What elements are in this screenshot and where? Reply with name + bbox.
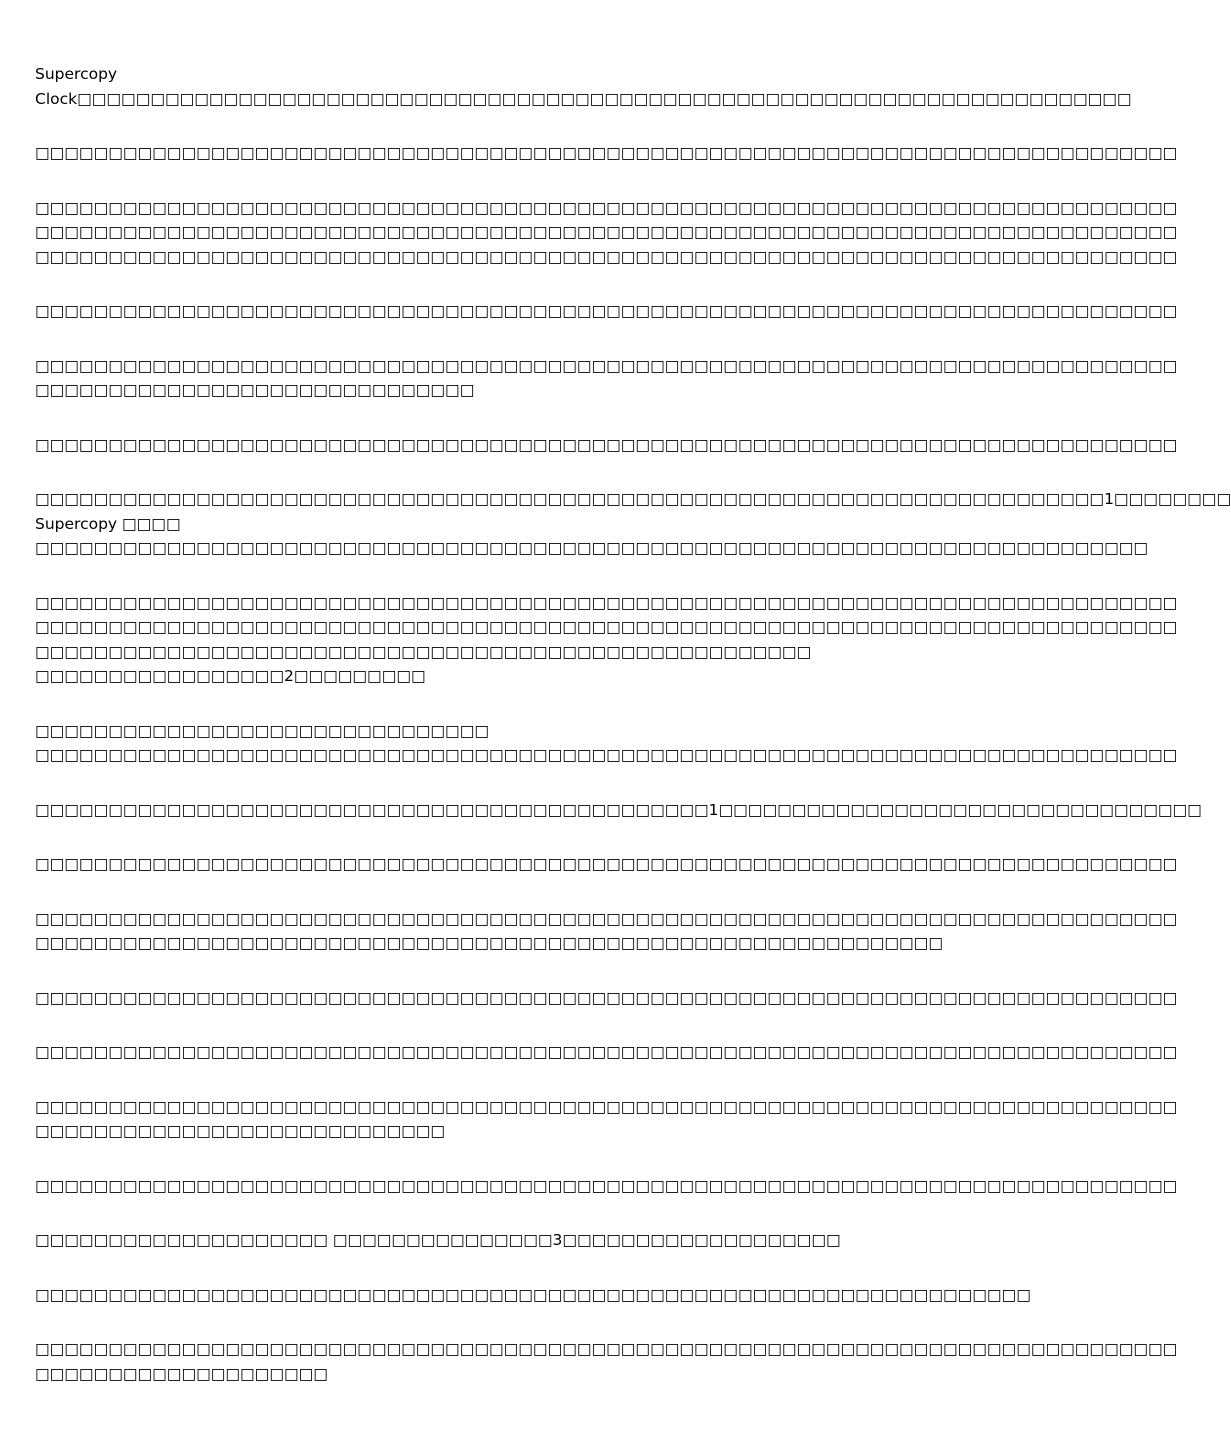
paragraph [35, 196, 1178, 270]
text-line: □□□□□□□□□□□□□□□□□□□□□□□□□□□□□□□□□□□□□□□□□□□□□□□□□□□□□□□□□□□□□□□□□□□□□□□□□□□□□□ [35, 198, 1178, 217]
text-line: □□□□□□□□□□□□□□□□□□□□□□□□□□□□□□□□□□□□□□□□□□□□□□□□□□□□□□□□□□□□□□□□□□□□□□□□□□□□□□ [35, 223, 1178, 241]
text-line: □□□□□□□□□□□□□□□□□□□□□□□□□□□□□□□□□□□□□□□□□□□□□□□□□□□□□□□□□□□□□□□□□□□□□□□□□□□□□□ [35, 746, 1178, 764]
text-line: □□□□□□□□□□□□□□□□□□□□□□□□□□□□□□□□□□□□□□□□□□□□□□□□□□□□□□□□□□□□□□□□□□□□□□□□□1□□□□□□□□ [35, 490, 1231, 508]
text-line: □□□□□□□□□□□□□□□□□□□□□□□□□□□□□□□□□□□□□□□□□□□□□□□□□□□□□□□□□□□□□□□□□□□□□□□□□□□□□□ [35, 909, 1178, 928]
paragraph [35, 1283, 1031, 1308]
text-line: □□□□□□□□□□□□□□□□□□□□□□□□□□□□□□□□□□□□□□□□□□□□□□□□□□□□□□□□□□□□□□□□□□□□□□□□□□□□□□ [35, 1176, 1178, 1195]
text-line: □□□□□□□□□□□□□□□□□□□□□□□□□□□□□□ [35, 381, 475, 399]
text-line: □□□□□□□□□□□□□□□□□□□□□□□□□□□□□□□□□□□□□□□□□□□□□□□□□□□□□□□□□□□□□□□□□□□□□□□□□□□□□□ [35, 1043, 1178, 1061]
paragraph [35, 433, 1178, 458]
text-line: □□□□□□□□□□□□□□□□□□□□ [35, 1364, 328, 1383]
text-line: Supercopy □□□□ [35, 514, 181, 533]
paragraph [35, 1040, 1178, 1065]
paragraph [35, 591, 1178, 689]
text-line: □□□□□□□□□□□□□□□□□□□□□□□□□□□□□□□□□□□□□□□□□□□□□□□□□□□□□□□□□□□□□□□□□□□□ [35, 1285, 1031, 1304]
paragraph [35, 1228, 990, 1253]
text-line: □□□□□□□□□□□□□□□□□□□□□□□□□□□□□□□ [35, 721, 489, 740]
text-line: □□□□□□□□□□□□□□□□□□□□□□□□□□□□□□□□□□□□□□□□□□□□□□□□□□□□□ [35, 642, 812, 661]
text-line: □□□□□□□□□□□□□□□□□2□□□□□□□□□ [35, 667, 426, 685]
text-line: □□□□□□□□□□□□□□□□□□□□□□□□□□□□□□□□□□□□□□□□□□□□□□□□□□□□□□□□□□□□□□□□□□□□□□□□□□□□□□ [35, 1340, 1178, 1358]
paragraph [35, 719, 1178, 768]
paragraph [35, 986, 1178, 1011]
paragraph [35, 852, 1178, 877]
text-line: □□□□□□□□□□□□□□□□□□□□□□□□□□□□□□□□□□□□□□□□□□□□□□1□□□□□□□□□□□□□□□□□□□□□□□□□□□□□□□□□ [35, 800, 1202, 819]
paragraph [35, 1095, 1178, 1144]
document-body [35, 62, 1231, 1416]
paragraph [35, 354, 1178, 403]
text-line: □□□□□□□□□□□□□□□□□□□□□□□□□□□□□□□□□□□□□□□□□□□□□□□□□□□□□□□□□□□□□□□□□□□□□□□□□□□□□□ [35, 1097, 1178, 1116]
text-line: □□□□□□□□□□□□□□□□□□□□□□□□□□□□□□□□□□□□□□□□□□□□□□□□□□□□□□□□□□□□□□□□□□□□□□□□□□□□□□ [35, 593, 1178, 612]
text-line: □□□□□□□□□□□□□□□□□□□□□□□□□□□□□□□□□□□□□□□□□□□□□□□□□□□□□□□□□□□□□□□□□□□□□□□□□□□□□□ [35, 356, 1178, 375]
paragraph [35, 907, 1178, 956]
text-line: Clock□□□□□□□□□□□□□□□□□□□□□□□□□□□□□□□□□□□□□□□□□□□□□□□□□□□□□□□□□□□□□□□□□□□□□□□□ [35, 89, 1132, 108]
text-line: □□□□□□□□□□□□□□□□□□□□ □□□□□□□□□□□□□□□3□□□□□□□□□□□□□□□□□□□ [35, 1231, 841, 1249]
text-line: □□□□□□□□□□□□□□□□□□□□□□□□□□□□ [35, 1122, 446, 1140]
paragraph [35, 62, 1132, 111]
text-line: □□□□□□□□□□□□□□□□□□□□□□□□□□□□□□□□□□□□□□□□□□□□□□□□□□□□□□□□□□□□□□□□□□□□□□□□□□□□□□ [35, 247, 1178, 266]
text-line: □□□□□□□□□□□□□□□□□□□□□□□□□□□□□□□□□□□□□□□□□□□□□□□□□□□□□□□□□□□□□□□□□□□□□□□□□□□□□□ [35, 618, 1178, 636]
text-line: □□□□□□□□□□□□□□□□□□□□□□□□□□□□□□□□□□□□□□□□□□□□□□□□□□□□□□□□□□□□□□□□□□□□□□□□□□□□□□ [35, 855, 1178, 873]
paragraph [35, 1174, 1178, 1199]
text-line: □□□□□□□□□□□□□□□□□□□□□□□□□□□□□□□□□□□□□□□□□□□□□□□□□□□□□□□□□□□□□□ [35, 934, 943, 952]
text-line: □□□□□□□□□□□□□□□□□□□□□□□□□□□□□□□□□□□□□□□□□□□□□□□□□□□□□□□□□□□□□□□□□□□□□□□□□□□□□□ [35, 435, 1178, 454]
text-line: □□□□□□□□□□□□□□□□□□□□□□□□□□□□□□□□□□□□□□□□□□□□□□□□□□□□□□□□□□□□□□□□□□□□□□□□□□□□□□ [35, 144, 1178, 162]
paragraph [35, 299, 1178, 324]
text-line: □□□□□□□□□□□□□□□□□□□□□□□□□□□□□□□□□□□□□□□□□□□□□□□□□□□□□□□□□□□□□□□□□□□□□□□□□□□□□□ [35, 988, 1178, 1007]
text-line: Supercopy [35, 65, 118, 83]
paragraph [35, 487, 1231, 561]
paragraph [35, 141, 1178, 166]
text-line: □□□□□□□□□□□□□□□□□□□□□□□□□□□□□□□□□□□□□□□□□□□□□□□□□□□□□□□□□□□□□□□□□□□□□□□□□□□□ [35, 539, 1149, 557]
paragraph [35, 798, 1202, 823]
text-line: □□□□□□□□□□□□□□□□□□□□□□□□□□□□□□□□□□□□□□□□□□□□□□□□□□□□□□□□□□□□□□□□□□□□□□□□□□□□□□ [35, 302, 1178, 320]
paragraph [35, 1337, 1178, 1386]
